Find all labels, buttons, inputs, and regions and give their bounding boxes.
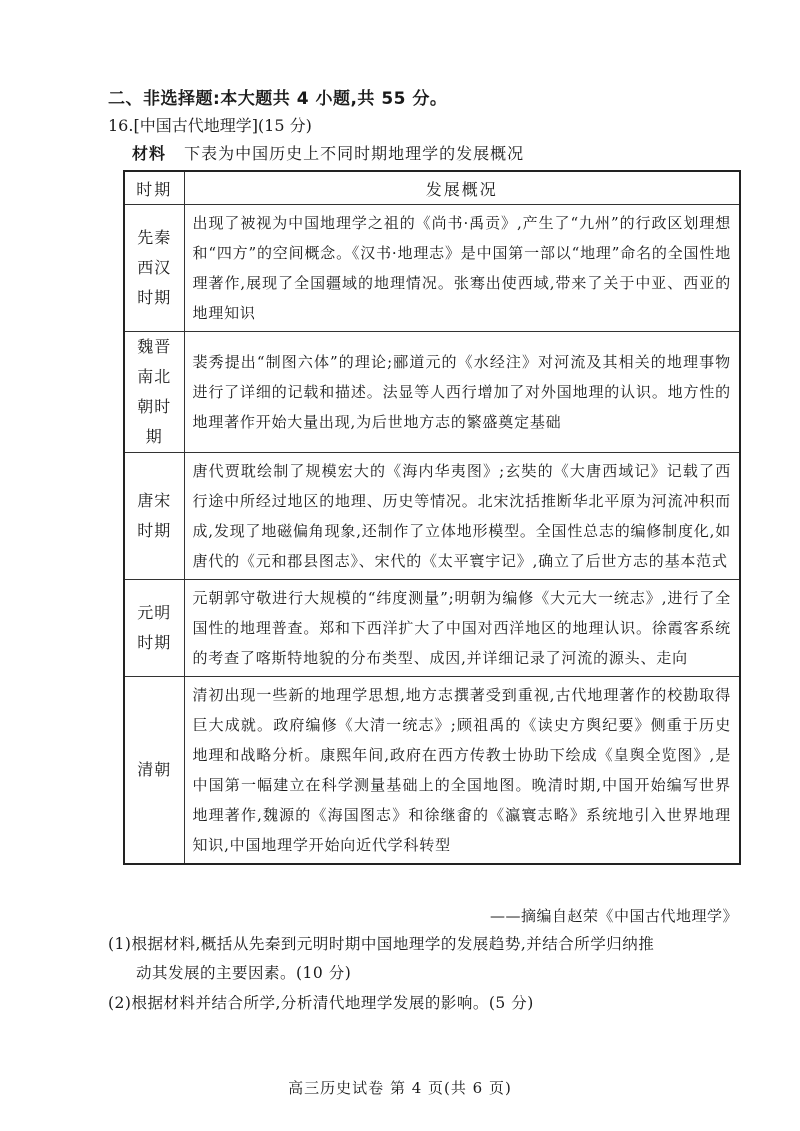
header-period: 时期 <box>124 171 184 205</box>
table-row <box>124 677 740 865</box>
desc-cell: 出现了被视为中国地理学之祖的《尚书·禹贡》,产生了“九州”的行政区划理想和“四方”的空间概念。《汉书·地理志》是中国第一部以“地理”命名的全国性地理著作,展现了全国疆域的地理情况。张骞出使西域,带来了关于中亚、西亚的地理知识 <box>184 205 740 332</box>
header-overview: 发展概况 <box>184 171 740 205</box>
period-cell: 魏晋南北朝时期 <box>124 332 184 453</box>
question-title: 16.[中国古代地理学](15 分) <box>108 116 312 135</box>
desc-cell: 元朝郭守敬进行大规模的“纬度测量”;明朝为编修《大元大一统志》,进行了全国性的地理普查。郑和下西洋扩大了中国对西洋地区的地理认识。徐霞客系统的考查了喀斯特地貌的分布类型、成因,并详细记录了河流的源头、走向 <box>184 580 740 677</box>
period-cell: 先秦西汉时期 <box>124 205 184 332</box>
table-row <box>124 453 740 580</box>
page-footer: 高三历史试卷 第 4 页(共 6 页) <box>288 1079 512 1097</box>
desc-cell: 唐代贾耽绘制了规模宏大的《海内华夷图》;玄奘的《大唐西域记》记载了西行途中所经过地区的地理、历史等情况。北宋沈括推断华北平原为河流冲积而成,发现了地磁偏角现象,还制作了立体地形模型。全国性总志的编修制度化,如唐代的《元和郡县图志》、宋代的《太平寰宇记》,确立了后世方志的基本范式 <box>184 453 740 580</box>
desc-cell: 裴秀提出“制图六体”的理论;郦道元的《水经注》对河流及其相关的地理事物进行了详细的记载和描述。法显等人西行增加了对外国地理的认识。地方性的地理著作开始大量出现,为后世地方志的繁盛奠定基础 <box>184 332 740 453</box>
table-row <box>124 332 740 453</box>
material-label: 材料 <box>132 144 167 163</box>
table-row <box>124 205 740 332</box>
material-intro-text: 下表为中国历史上不同时期地理学的发展概况 <box>184 144 525 163</box>
source-citation: ——摘编自赵荣《中国古代地理学》 <box>489 907 738 925</box>
desc-cell: 清初出现一些新的地理学思想,地方志撰著受到重视,古代地理著作的校勘取得巨大成就。政府编修《大清一统志》;顾祖禹的《读史方舆纪要》侧重于历史地理和战略分析。康熙年间,政府在西方传教士协助下绘成《皇舆全览图》,是中国第一幅建立在科学测量基础上的全国地图。晚清时期,中国开始编写世界地理著作,魏源的《海国图志》和徐继畬的《瀛寰志略》系统地引入世界地理知识,中国地理学开始向近代学科转型 <box>184 677 740 865</box>
sub-question-1-line2: 动其发展的主要因素。(10 分) <box>136 964 352 982</box>
material-intro <box>132 141 524 164</box>
sub-question-1-line1: (1)根据材料,概括从先秦到元明时期中国地理学的发展趋势,并结合所学归纳推 <box>108 935 655 953</box>
period-cell: 唐宋时期 <box>124 453 184 580</box>
sub-question-1 <box>108 930 748 988</box>
history-table <box>123 170 741 865</box>
sub-question-2: (2)根据材料并结合所学,分析清代地理学发展的影响。(5 分) <box>108 994 534 1012</box>
table-row <box>124 580 740 677</box>
period-cell: 清朝 <box>124 677 184 865</box>
table-header-row <box>124 171 740 205</box>
section-title: 二、非选择题:本大题共 4 小题,共 55 分。 <box>108 89 448 109</box>
period-cell: 元明时期 <box>124 580 184 677</box>
